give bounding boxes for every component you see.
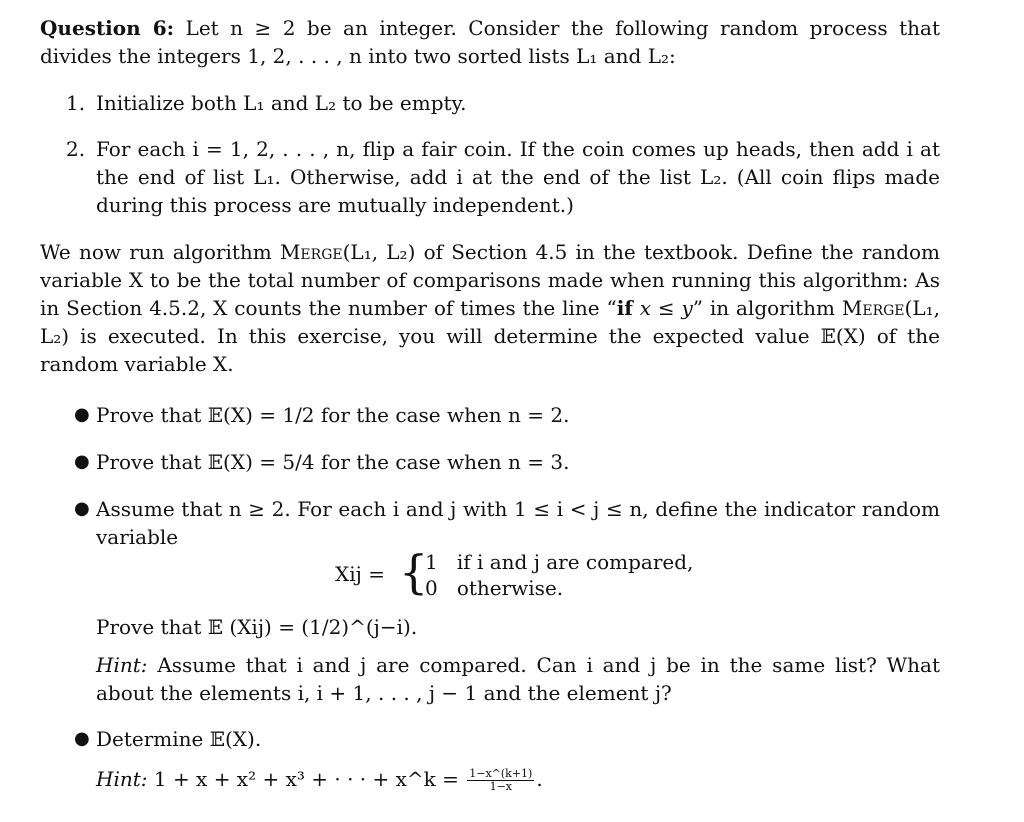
case-row-1 [425, 548, 693, 576]
fraction-denominator: 1−x [489, 780, 513, 793]
bullet-marker: ● [74, 404, 90, 425]
main-paragraph [40, 238, 940, 378]
hint-1 [96, 651, 940, 707]
paragraph-text-2: (L₁, L₂) of Section 4.5 in the textbook. Define the random variable X to be the total number of comparisons made when running this algorithm: As in Section 4.5.2, X counts the number of times the line “ [40, 240, 940, 320]
merge-algorithm-name: Merge [279, 240, 343, 264]
hint-2-series: 1 + x + x² + x³ + · · · + x^k = [153, 767, 459, 791]
hint-1-label: Hint: [96, 653, 148, 677]
question-intro [40, 14, 940, 70]
hint-2-label: Hint: [96, 767, 148, 791]
indicator-lhs: Xij = [335, 562, 385, 586]
hint-1-text: Assume that i and j are compared. Can i and j be in the same list? What about the elements i, i + 1, . . . , j − 1 and the element j? [96, 653, 940, 705]
step-1-marker: 1. [66, 91, 86, 115]
prove-xij: Prove that 𝔼 (Xij) = (1/2)^(j−i). [96, 615, 418, 639]
bullet-3 [74, 495, 940, 551]
step-1 [66, 89, 940, 117]
case-row-1-value: 1 [425, 550, 438, 574]
fraction-numerator: 1−x^(k+1) [469, 767, 533, 780]
paragraph-text-4: (L₁, L₂) is executed. In this exercise, you will determine the expected value 𝔼(X) of the random variable X. [40, 296, 940, 376]
step-2-text: For each i = 1, 2, . . . , n, flip a fair coin. If the coin comes up heads, then add i at the end of list L₁. Otherwise, add i at the end of the list L₂. (All coin flips made during this process are mutually independent.) [96, 137, 940, 217]
if-keyword: if [616, 296, 633, 320]
paragraph-text-1: We now run algorithm [40, 240, 280, 264]
case-row-2 [425, 574, 563, 602]
bullet-1 [74, 401, 940, 429]
condition-text: x ≤ y [632, 296, 693, 320]
bullet-1-text: Prove that 𝔼(X) = 1/2 for the case when n = 2. [96, 403, 570, 427]
step-2-marker: 2. [66, 137, 86, 161]
indicator-definition [335, 545, 715, 600]
step-1-text: Initialize both L₁ and L₂ to be empty. [96, 91, 467, 115]
step-2 [66, 135, 940, 219]
case-row-2-value: 0 [425, 576, 438, 600]
hint-2: Hint: 1 + x + x² + x³ + · · · + x^k = $\frac{1-x\^{}(k+1)}{1-x}$ . [96, 767, 543, 793]
question-label: Question 6: [40, 16, 175, 40]
bullet-4 [74, 725, 940, 753]
question-intro-text: Let n ≥ 2 be an integer. Consider the following random process that divides the integers 1, 2, . . . , n into two sorted lists L₁ and L₂: [40, 16, 940, 68]
case-row-2-condition: otherwise. [456, 576, 564, 600]
bullet-2 [74, 448, 940, 476]
merge-algorithm-name-2: Merge [841, 296, 905, 320]
bullet-2-text: Prove that 𝔼(X) = 5/4 for the case when n = 3. [96, 450, 570, 474]
left-brace: { [399, 545, 429, 599]
paragraph-text-3: ” in algorithm [692, 296, 842, 320]
case-row-1-condition: if i and j are compared, [456, 550, 694, 574]
bullet-marker: ● [74, 498, 90, 519]
bullet-marker: ● [74, 451, 90, 472]
bullet-4-text: Determine 𝔼(X). [96, 727, 262, 751]
geometric-fraction [467, 768, 534, 793]
bullet-marker: ● [74, 728, 90, 749]
bullet-3-text: Assume that n ≥ 2. For each i and j with 1 ≤ i < j ≤ n, define the indicator random variable [96, 497, 940, 549]
